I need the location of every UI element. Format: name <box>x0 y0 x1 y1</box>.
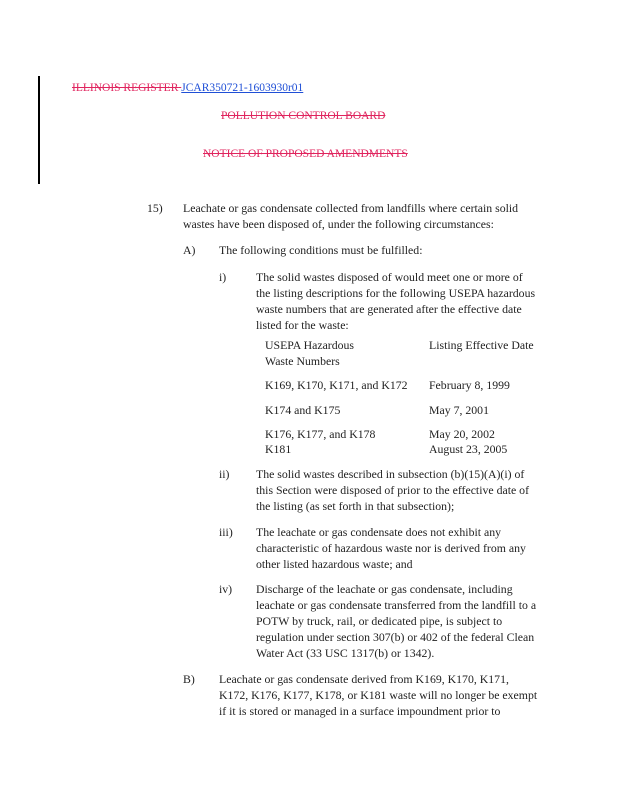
item-i-number: i) <box>219 270 227 284</box>
item-iv-number: iv) <box>219 582 233 596</box>
item-a-number: A) <box>183 243 196 257</box>
item-iv-line-4: regulation under section 307(b) or 402 of the federal Clean <box>256 630 535 644</box>
table-row-1-waste: K169, K170, K171, and K172 <box>265 378 408 392</box>
table-header-waste-2: Waste Numbers <box>265 354 340 368</box>
table-header-date: Listing Effective Date <box>429 338 534 352</box>
item-iv-line-1: Discharge of the leachate or gas condensate, including <box>256 582 513 596</box>
item-iv-line-2: leachate or gas condensate transferred from the landfill to a <box>256 598 537 612</box>
revision-change-bar <box>38 76 40 184</box>
table-row-4-date: August 23, 2005 <box>429 442 508 456</box>
table-row-4-waste: K181 <box>265 442 292 456</box>
item-b-number: B) <box>183 672 195 686</box>
item-b-line-3: if it is stored or managed in a surface impoundment prior to <box>219 704 501 718</box>
item-a-text: The following conditions must be fulfilled: <box>219 243 423 257</box>
item-iii-number: iii) <box>219 525 233 539</box>
item-iv-line-3: POTW by truck, rail, or dedicated pipe, is subject to <box>256 614 503 628</box>
item-i-line-3: waste numbers that are generated after the effective date <box>256 302 522 316</box>
item-iii-line-2: characteristic of hazardous waste nor is derived from any <box>256 541 526 555</box>
register-title: ILLINOIS REGISTER <box>72 82 179 94</box>
item-iii-line-1: The leachate or gas condensate does not exhibit any <box>256 525 502 539</box>
item-iii-line-3: other listed hazardous waste; and <box>256 557 413 571</box>
item-ii-number: ii) <box>219 467 230 481</box>
item-b-line-2: K172, K176, K177, K178, or K181 waste will no longer be exempt <box>219 688 538 702</box>
item-iv-line-5: Water Act (33 USC 1317(b) or 1342). <box>256 646 435 660</box>
register-header <box>72 82 303 94</box>
table-row-2-date: May 7, 2001 <box>429 403 489 417</box>
item-15-line-1: Leachate or gas condensate collected from landfills where certain solid <box>183 201 519 215</box>
doc-id-link[interactable]: JCAR350721-1603930r01 <box>181 82 304 94</box>
item-ii-line-1: The solid wastes described in subsection (b)(15)(A)(i) of <box>256 467 525 481</box>
board-name: POLLUTION CONTROL BOARD <box>221 110 386 122</box>
table-row-3-date: May 20, 2002 <box>429 427 495 441</box>
item-15-line-2: wastes have been disposed of, under the following circumstances: <box>183 217 494 231</box>
item-b-line-1: Leachate or gas condensate derived from K169, K170, K171, <box>219 672 509 686</box>
item-i-line-2: the listing descriptions for the following USEPA hazardous <box>256 286 536 300</box>
table-header-waste-1: USEPA Hazardous <box>265 338 355 352</box>
item-i-line-4: listed for the waste: <box>256 318 349 332</box>
table-row-1-date: February 8, 1999 <box>429 378 510 392</box>
item-ii-line-3: the listing (as set forth in that subsection); <box>256 499 455 513</box>
table-row-3-waste: K176, K177, and K178 <box>265 427 376 441</box>
item-i-line-1: The solid wastes disposed of would meet one or more of <box>256 270 523 284</box>
table-row-2-waste: K174 and K175 <box>265 403 341 417</box>
item-ii-line-2: this Section were disposed of prior to the effective date of <box>256 483 529 497</box>
item-15-number: 15) <box>147 201 163 215</box>
notice-title: NOTICE OF PROPOSED AMENDMENTS <box>203 148 408 160</box>
